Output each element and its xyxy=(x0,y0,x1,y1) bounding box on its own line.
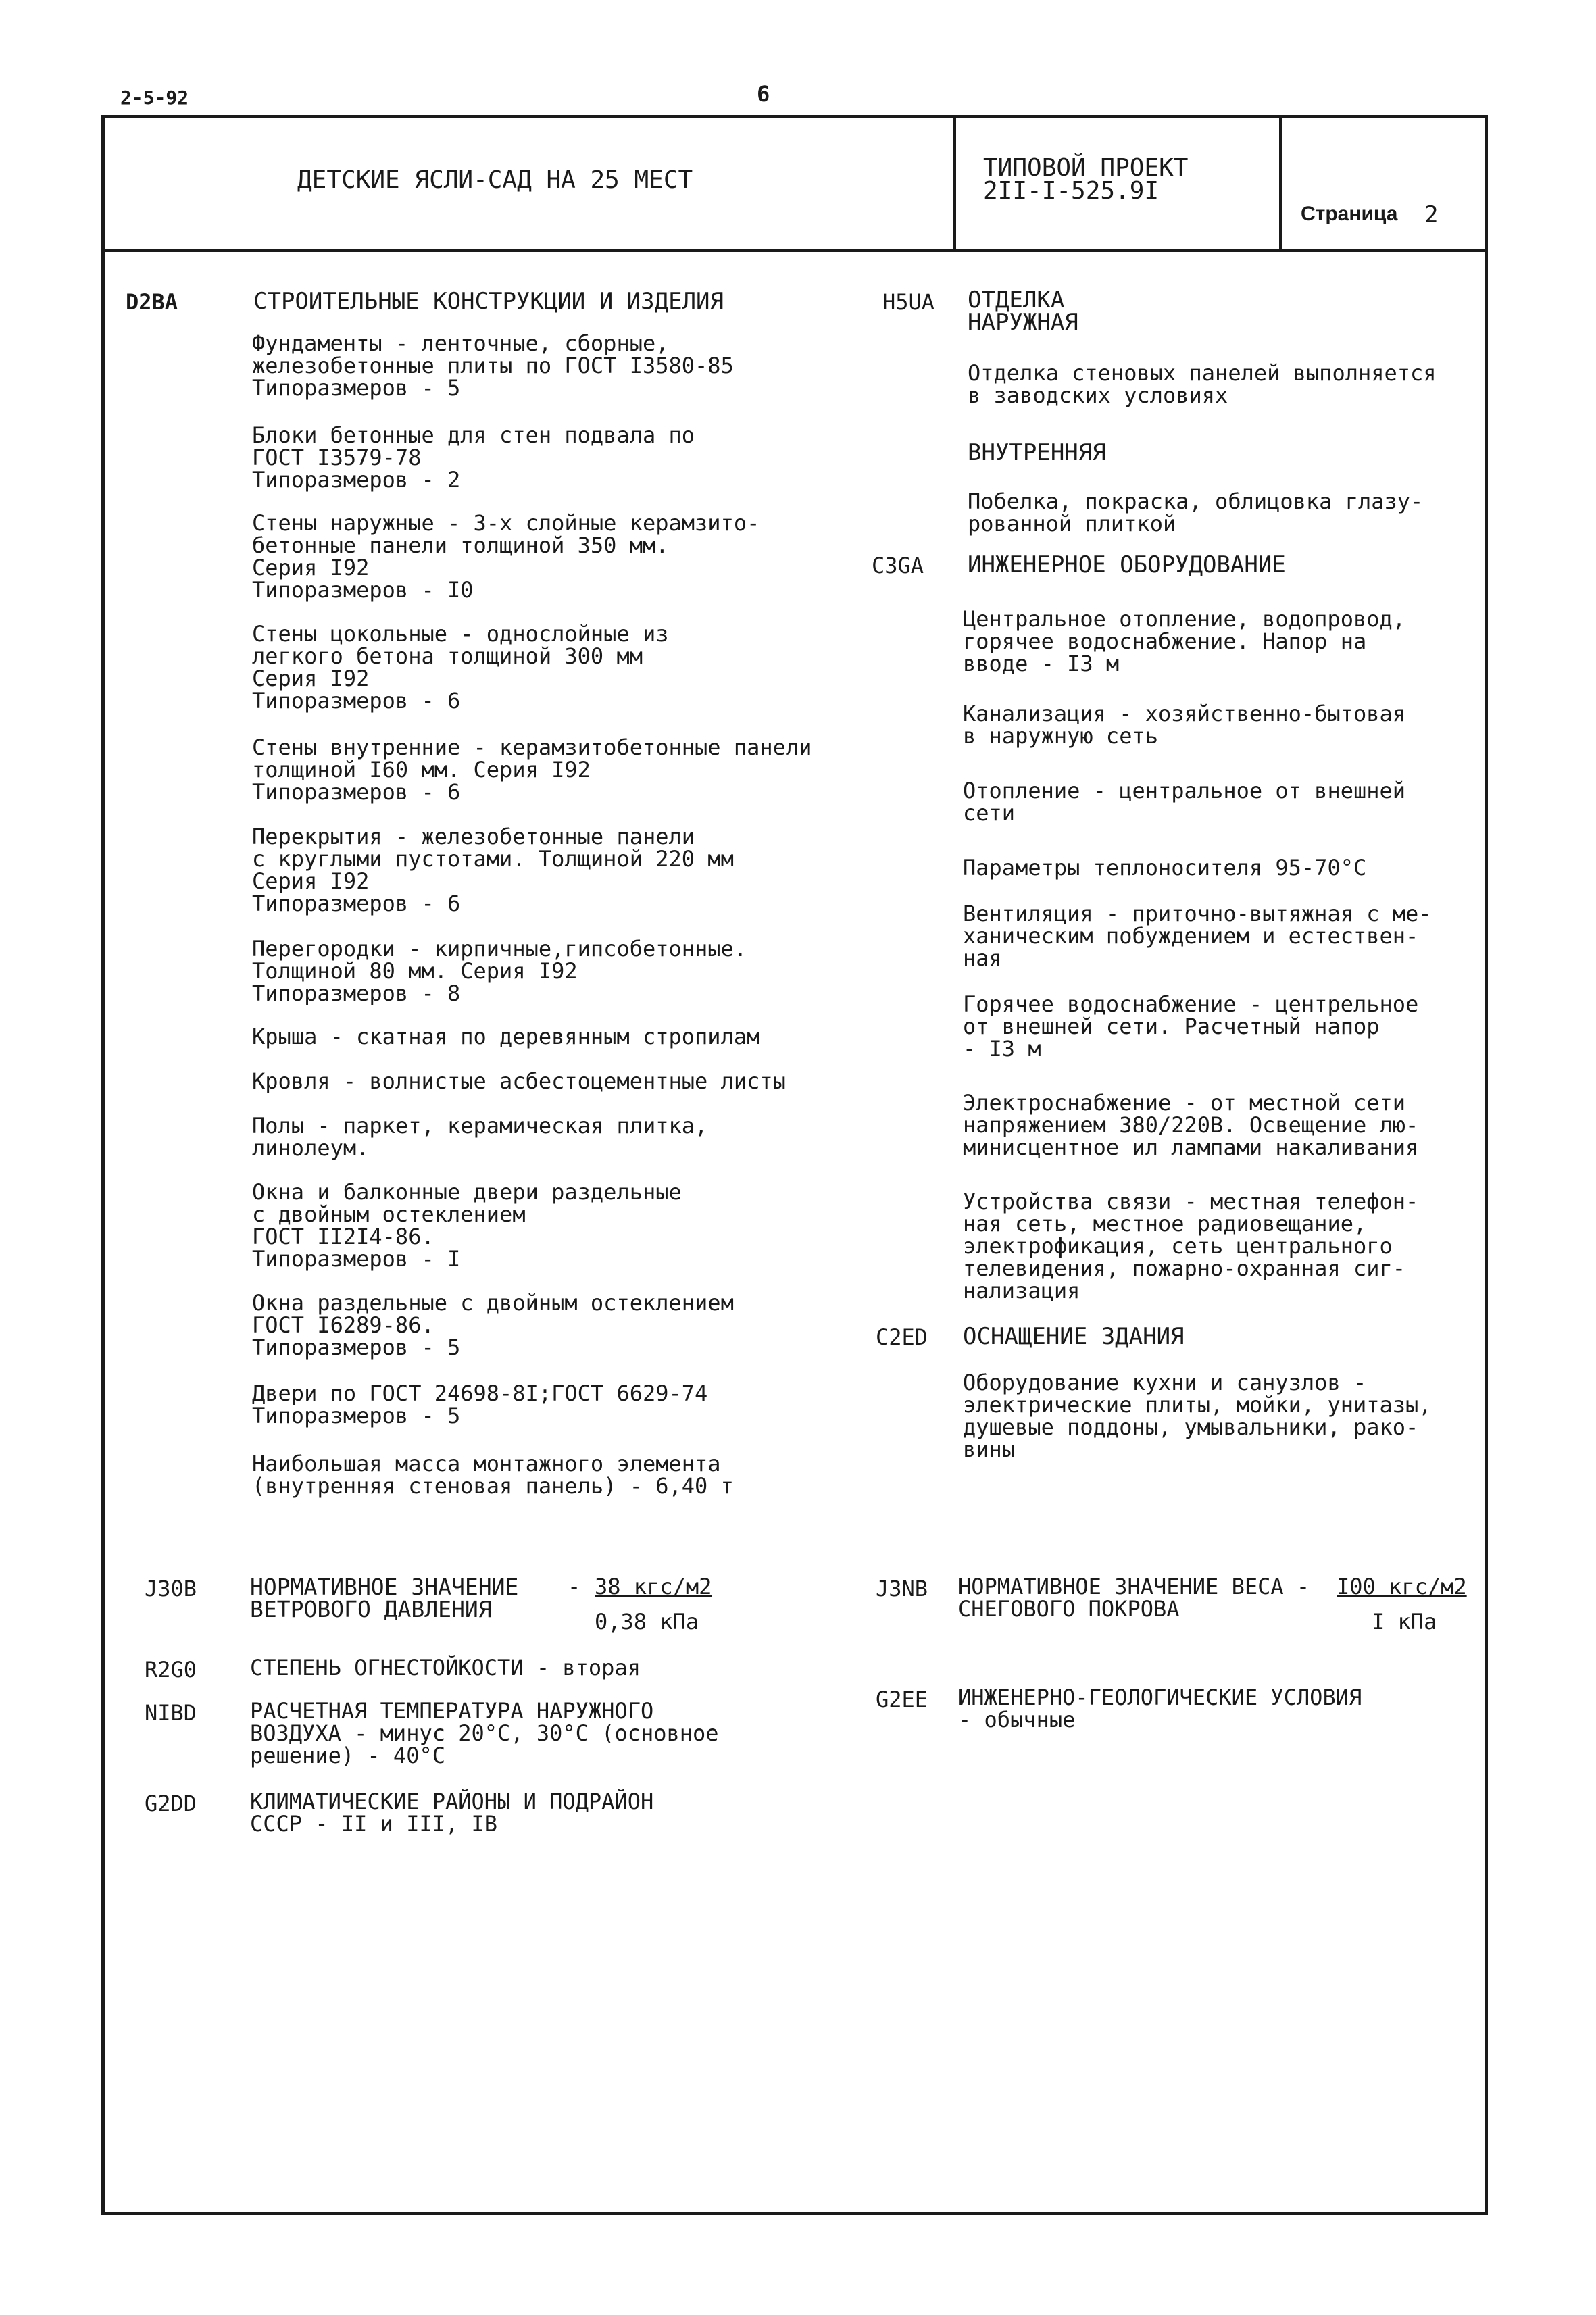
list-item: Центральное отопление, водопровод, горячее водоснабжение. Напор на вводе - I3 м xyxy=(963,606,1406,676)
geology-code: G2EE xyxy=(876,1687,928,1712)
wind-value: 38 кгс/м2 xyxy=(595,1574,712,1599)
finish-inner-title: ВНУТРЕННЯЯ xyxy=(968,439,1106,466)
wind-dash: - xyxy=(568,1574,581,1599)
snow-title: НОРМАТИВНОЕ ЗНАЧЕНИЕ ВЕСА - СНЕГОВОГО ПОКРОВА xyxy=(958,1574,1310,1622)
list-item: Стены наружные - 3-х слойные керамзито- бетонные панели толщиной 350 мм. Серия I92 Типоразмеров - I0 xyxy=(252,510,760,603)
list-item: Крыша - скатная по деревянным стропилам xyxy=(252,1024,760,1049)
list-item: Кровля - волнистые асбестоцементные листы xyxy=(252,1068,786,1094)
wind-title: НОРМАТИВНОЕ ЗНАЧЕНИЕ ВЕТРОВОГО ДАВЛЕНИЯ xyxy=(250,1574,519,1622)
equipment-code: C2ED xyxy=(876,1324,928,1350)
list-item: Горячее водоснабжение - центрельное от внешней сети. Расчетный напор - I3 м xyxy=(963,991,1419,1062)
page-value: 2 xyxy=(1424,201,1439,228)
list-item: Окна и балконные двери раздельные с двойным остеклением ГОСТ II2I4-86. Типоразмеров - I xyxy=(252,1179,682,1272)
climate-text: КЛИМАТИЧЕСКИЕ РАЙОНЫ И ПОДРАЙОН СССР - II и III, IВ xyxy=(250,1789,654,1837)
finish-inner-text: Побелка, покраска, облицовка глазу- рованной плиткой xyxy=(968,489,1424,537)
geology-text: ИНЖЕНЕРНО-ГЕОЛОГИЧЕСКИЕ УСЛОВИЯ - обычные xyxy=(958,1685,1362,1733)
equipment-text: Оборудование кухни и санузлов - электрические плиты, мойки, унитазы, душевые поддоны, умывальники, рако- вины xyxy=(963,1370,1432,1462)
temperature-code: NIBD xyxy=(145,1700,197,1726)
equipment-title: ОСНАЩЕНИЕ ЗДАНИЯ xyxy=(963,1323,1184,1350)
list-item: Отопление - центральное от внешней сети xyxy=(963,778,1406,826)
section-code: D2BA xyxy=(126,289,178,315)
finish-outer-text: Отделка стеновых панелей выполняется в заводских условиях xyxy=(968,360,1437,408)
wind-code: J30B xyxy=(145,1576,197,1601)
list-item: Полы - паркет, керамическая плитка, линолеум. xyxy=(252,1113,708,1161)
snow-code: J3NB xyxy=(876,1576,928,1601)
list-item: Перегородки - кирпичные,гипсобетонные. Толщиной 80 мм. Серия I92 Типоразмеров - 8 xyxy=(252,936,747,1006)
page-label: Страница xyxy=(1301,203,1398,225)
project-label: ТИПОВОЙ ПРОЕКТ xyxy=(983,154,1189,182)
fire-text: СТЕПЕНЬ ОГНЕСТОЙКОСТИ - вторая xyxy=(250,1655,641,1681)
list-item: Стены внутренние - керамзитобетонные панели толщиной I60 мм. Серия I92 Типоразмеров - 6 xyxy=(252,735,812,805)
list-item: Устройства связи - местная телефон- ная сеть, местное радиовещание, электрофикация, сеть центрального телевидения, пожарно-охранная сиг- нализация xyxy=(963,1189,1419,1303)
temperature-text: РАСЧЕТНАЯ ТЕМПЕРАТУРА НАРУЖНОГО ВОЗДУХА - минус 20°С, 30°С (основное решение) - 40°С xyxy=(250,1698,719,1768)
list-item: Фундаменты - ленточные, сборные, железобетонные плиты по ГОСТ I3580-85 Типоразмеров - 5 xyxy=(252,330,734,401)
finish-code: H5UA xyxy=(882,289,935,315)
engineering-code: C3GA xyxy=(872,553,924,578)
fire-code: R2G0 xyxy=(145,1657,197,1683)
list-item: Электроснабжение - от местной сети напряжением 380/220В. Освещение лю- минисцентное ил лампами накаливания xyxy=(963,1090,1419,1160)
list-item: Стены цокольные - однослойные из легкого бетона толщиной 300 мм Серия I92 Типоразмеров - 6 xyxy=(252,621,669,714)
engineering-title: ИНЖЕНЕРНОЕ ОБОРУДОВАНИЕ xyxy=(968,551,1286,578)
list-item: Окна раздельные с двойным остеклением ГОСТ I6289-86. Типоразмеров - 5 xyxy=(252,1290,734,1360)
document-code: 2-5-92 xyxy=(120,86,189,109)
header-separator-2 xyxy=(1279,115,1282,250)
wind-value-kpa: 0,38 кПа xyxy=(595,1609,699,1635)
list-item: Вентиляция - приточно-вытяжная с ме- ханическим побуждением и естествен- ная xyxy=(963,901,1432,971)
document-title: ДЕТСКИЕ ЯСЛИ-САД НА 25 МЕСТ xyxy=(297,166,693,194)
list-item: Перекрытия - железобетонные панели с круглыми пустотами. Толщиной 220 мм Серия I92 Типоразмеров - 6 xyxy=(252,824,734,916)
header-separator-1 xyxy=(953,115,956,250)
section-title: СТРОИТЕЛЬНЫЕ КОНСТРУКЦИИ И ИЗДЕЛИЯ xyxy=(253,288,724,315)
snow-value: I00 кгс/м2 xyxy=(1337,1574,1467,1599)
list-item: Наибольшая масса монтажного элемента (внутренняя стеновая панель) - 6,40 т xyxy=(252,1451,734,1499)
finish-title: ОТДЕЛКА НАРУЖНАЯ xyxy=(968,287,1078,336)
list-item: Параметры теплоносителя 95-70°C xyxy=(963,855,1367,880)
snow-value-kpa: I кПа xyxy=(1372,1609,1437,1635)
list-item: Блоки бетонные для стен подвала по ГОСТ I3579-78 Типоразмеров - 2 xyxy=(252,422,695,493)
list-item: Двери по ГОСТ 24698-8I;ГОСТ 6629-74 Типоразмеров - 5 xyxy=(252,1380,708,1428)
page-number: 6 xyxy=(757,81,770,107)
list-item: Канализация - хозяйственно-бытовая в наружную сеть xyxy=(963,701,1406,749)
project-number: 2II-I-525.9I xyxy=(983,177,1159,205)
climate-code: G2DD xyxy=(145,1791,197,1816)
